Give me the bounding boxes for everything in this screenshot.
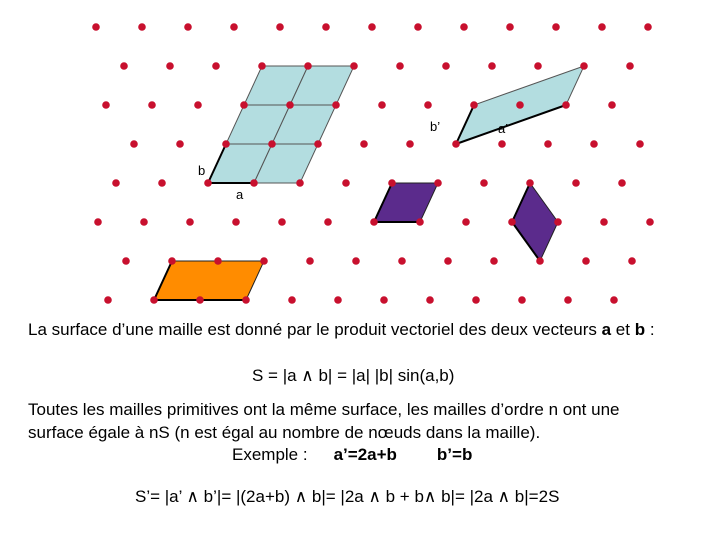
label-b-prime: b’ [430, 119, 441, 134]
lattice-node [582, 257, 590, 265]
lattice-node [268, 140, 276, 148]
lattice-node [314, 140, 322, 148]
lattice-node [232, 218, 240, 226]
lattice-node [536, 257, 544, 265]
definition-colon: : [645, 320, 655, 339]
lattice-node [196, 296, 204, 304]
lattice-node [564, 296, 572, 304]
lattice-node [176, 140, 184, 148]
surface-formula: S = |a ∧ b| = |a| |b| sin(a,b) [252, 366, 455, 385]
primitive-cells-paragraph-line2: surface égale à nS (n est égal au nombre de nœuds dans la maille). [28, 423, 541, 442]
lattice-node [104, 296, 112, 304]
lattice-node [140, 218, 148, 226]
lattice-node [442, 62, 450, 70]
lattice-node [368, 23, 376, 31]
lattice-node [516, 101, 524, 109]
lattice-node [552, 23, 560, 31]
lattice-node [112, 179, 120, 187]
definition-conjunction: et [611, 320, 635, 339]
lattice-node [242, 296, 250, 304]
lattice-node [120, 62, 128, 70]
lattice-node [626, 62, 634, 70]
definition-sentence [28, 320, 655, 340]
lattice-node [186, 218, 194, 226]
lattice-node [534, 62, 542, 70]
lattice-node [102, 101, 110, 109]
lattice-node [452, 140, 460, 148]
lattice-node [296, 179, 304, 187]
lattice-node [130, 140, 138, 148]
lattice-node [222, 140, 230, 148]
lattice-node [600, 218, 608, 226]
lattice-node [434, 179, 442, 187]
example-line [232, 445, 472, 465]
lattice-node [460, 23, 468, 31]
lattice-node [590, 140, 598, 148]
lattice-node [184, 23, 192, 31]
lattice-node [322, 23, 330, 31]
lattice-node [610, 296, 618, 304]
primitive-cells-paragraph-line1: Toutes les mailles primitives ont la même surface, les mailles d’ordre n ont une [28, 400, 620, 419]
lattice-node [260, 257, 268, 265]
lattice-node [462, 218, 470, 226]
lattice-node [646, 218, 654, 226]
lattice-node [122, 257, 130, 265]
label-b: b [198, 163, 206, 178]
example-a-prime: a’=2a+b [333, 445, 397, 464]
orange-cell [154, 261, 264, 300]
lattice-node [598, 23, 606, 31]
lattice-node [332, 101, 340, 109]
lattice-node [150, 296, 158, 304]
lattice-node [472, 296, 480, 304]
lattice-node [94, 218, 102, 226]
lattice-node [416, 218, 424, 226]
lattice-node [572, 179, 580, 187]
example-label: Exemple : [232, 445, 308, 464]
lattice-node [168, 257, 176, 265]
lattice-node [424, 101, 432, 109]
lattice-node [506, 23, 514, 31]
lattice-node [406, 140, 414, 148]
lattice-node [498, 140, 506, 148]
lattice-node [148, 101, 156, 109]
lattice-node [490, 257, 498, 265]
lattice-node [334, 296, 342, 304]
lattice-node [628, 257, 636, 265]
lattice-node [258, 62, 266, 70]
lattice-node [444, 257, 452, 265]
lattice-node [212, 62, 220, 70]
lattice-node [608, 101, 616, 109]
lattice-node [508, 218, 516, 226]
derived-surface-formula: S’= |a’ ∧ b’|= |(2a+b) ∧ b|= |2a ∧ b + b∧ b|= |2a ∧ b|=2S [135, 487, 560, 506]
lattice-node [158, 179, 166, 187]
lattice-node [378, 101, 386, 109]
lattice-node [166, 62, 174, 70]
lattice-node [426, 296, 434, 304]
lattice-node [138, 23, 146, 31]
lattice-node [370, 218, 378, 226]
lattice-node [414, 23, 422, 31]
lattice-node [230, 23, 238, 31]
lattice-node [488, 62, 496, 70]
lattice-node [398, 257, 406, 265]
lattice-node [278, 218, 286, 226]
lattice-node [250, 179, 258, 187]
lattice-node [562, 101, 570, 109]
lattice-node [360, 140, 368, 148]
lattice-node [580, 62, 588, 70]
lattice-node [194, 101, 202, 109]
lattice-node [286, 101, 294, 109]
lattice-node [350, 62, 358, 70]
lattice-node [304, 62, 312, 70]
lattice-node [276, 23, 284, 31]
lattice-node [636, 140, 644, 148]
lattice-node [380, 296, 388, 304]
lattice-node [288, 296, 296, 304]
lattice-node [240, 101, 248, 109]
lattice-node [342, 179, 350, 187]
lattice-node [306, 257, 314, 265]
vector-a-name: a [601, 320, 612, 339]
vector-b-name: b [634, 320, 646, 339]
lattice-node [352, 257, 360, 265]
definition-text: La surface d’une maille est donné par le produit vectoriel des deux vecteurs [28, 320, 602, 339]
label-a-prime: a’ [498, 121, 509, 136]
lattice-node [396, 62, 404, 70]
purple-primitive-cell-vertical [512, 183, 558, 261]
lattice-node [554, 218, 562, 226]
lattice-node [526, 179, 534, 187]
lattice-node [518, 296, 526, 304]
example-b-prime: b’=b [436, 445, 473, 464]
lattice-node [204, 179, 212, 187]
lattice-node [324, 218, 332, 226]
lattice-node [480, 179, 488, 187]
lattice-node [544, 140, 552, 148]
label-a: a [236, 187, 244, 202]
lattice-node [214, 257, 222, 265]
lattice-node [92, 23, 100, 31]
lattice-node [470, 101, 478, 109]
lattice-node [388, 179, 396, 187]
lattice-node [644, 23, 652, 31]
lattice-node [618, 179, 626, 187]
